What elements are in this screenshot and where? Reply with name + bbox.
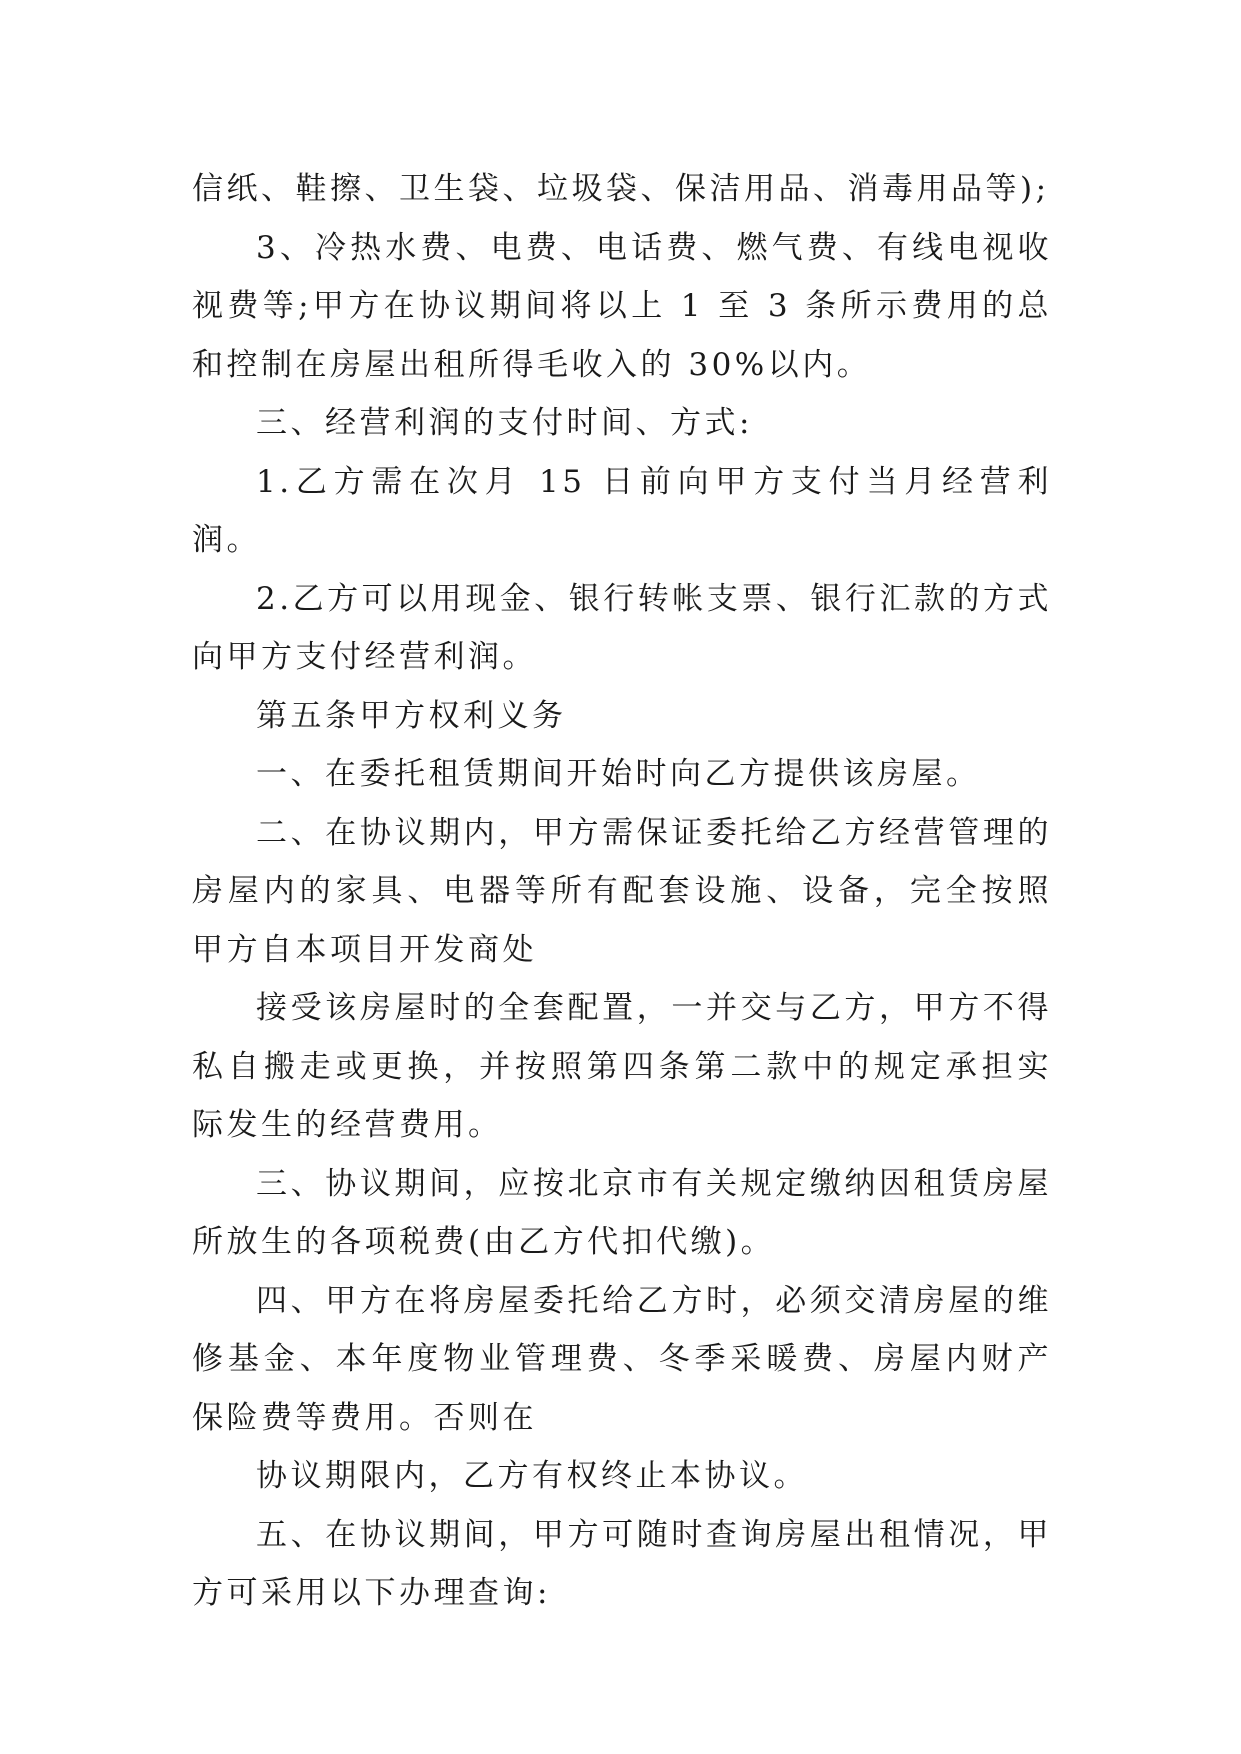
section-heading: 第五条甲方权利义务 [256, 697, 567, 734]
paragraph-5: 2.乙方可以用现金、银行转帐支票、银行汇款的方式向甲方支付经营利润。 [192, 580, 1052, 675]
paragraph-4: 1.乙方需在次月 15 日前向甲方支付当月经营利润。 [192, 463, 1052, 558]
paragraph-7: 一、在委托租赁期间开始时向乙方提供该房屋。 [256, 756, 981, 792]
paragraph-13: 五、在协议期间，甲方可随时查询房屋出租情况，甲方可采用以下办理查询: [192, 1516, 1052, 1611]
paragraph-3: 三、经营利润的支付时间、方式: [256, 405, 753, 441]
paragraph-1: 信纸、鞋擦、卫生袋、垃圾袋、保洁用品、消毒用品等); [192, 171, 1050, 207]
paragraph-8: 二、在协议期内，甲方需保证委托给乙方经营管理的房屋内的家具、电器等所有配套设施、设备，完全按照甲方自本项目开发商处 [192, 814, 1052, 968]
paragraph-2: 3、冷热水费、电费、电话费、燃气费、有线电视收视费等;甲方在协议期间将以上 1 至 3 条所示费用的总和控制在房屋出租所得毛收入的 30%以内。 [192, 229, 1052, 383]
paragraph-12: 协议期限内，乙方有权终止本协议。 [256, 1458, 808, 1494]
paragraph-11: 四、甲方在将房屋委托给乙方时，必须交清房屋的维修基金、本年度物业管理费、冬季采暖费、房屋内财产保险费等费用。否则在 [192, 1282, 1052, 1436]
paragraph-9: 接受该房屋时的全套配置，一并交与乙方，甲方不得私自搬走或更换，并按照第四条第二款中的规定承担实际发生的经营费用。 [192, 990, 1052, 1143]
document-body [192, 160, 1052, 1623]
paragraph-10: 三、协议期间，应按北京市有关规定缴纳因租赁房屋所放生的各项税费(由乙方代扣代缴)。 [192, 1165, 1052, 1260]
